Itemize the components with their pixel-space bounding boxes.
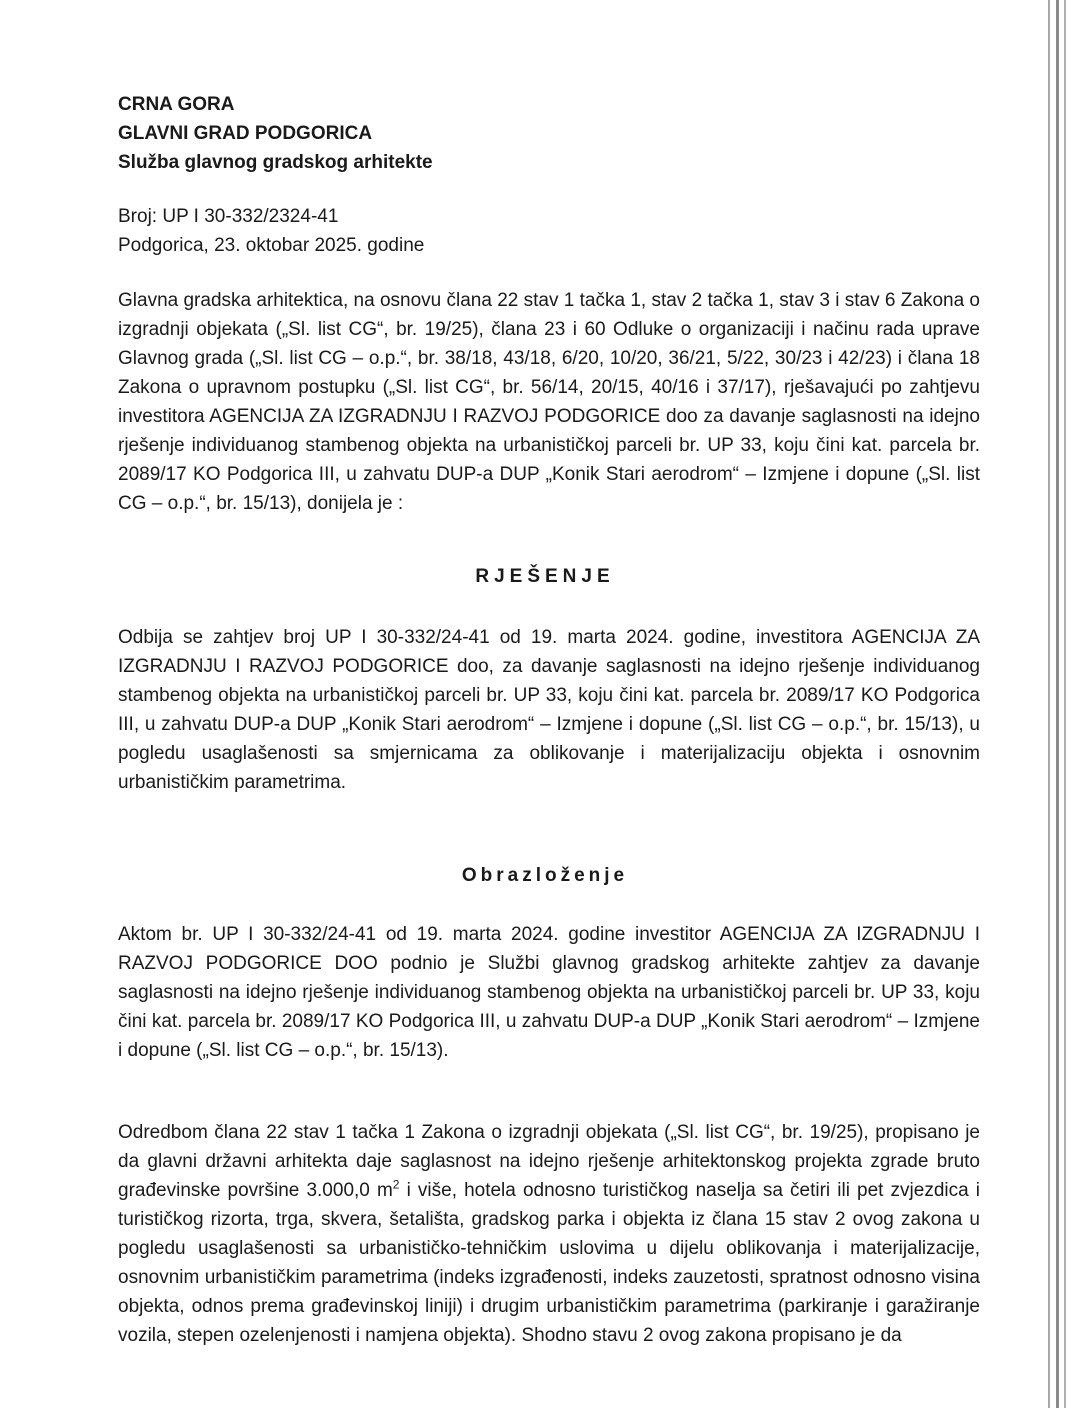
resenje-heading: RJEŠENJE [475, 566, 615, 587]
obrazlozenje-paragraph-2 [118, 1118, 980, 1350]
document-date: Podgorica, 23. oktobar 2025. godine [118, 235, 425, 256]
obrazlozenje-paragraph-1: Aktom br. UP I 30-332/24-41 od 19. marta 2024. godine investitor AGENCIJA ZA IZGRADNJU I RAZVOJ PODGORICE DOO podnio je Službi glavnog gradskog arhitekte zahtjev za davanje saglasnosti na idejno rješenje individuanog stambenog objekta na urbanističkoj parceli br. UP 33, koju čini kat. parcela br. 2089/17 KO Podgorica III, u zahvatu DUP-a DUP „Konik Stari aerodrom“ – Izmjene i dopune („Sl. list CG – o.p.“, br. 15/13). [118, 924, 980, 1061]
paragraph-text: i više, hotela odnosno turističkog naselja sa četiri ili pet zvjezdica i turističkog rizorta, trga, skvera, šetališta, gradskog parka i objekta iz člana 15 stav 2 ovog zakona u pogledu usaglašenosti sa urbanističko-tehničkim uslovima u dijelu oblikovanja i materijalizacije, osnovnim urbanističkim parametrima (indeks izgrađenosti, indeks zauzetosti, spratnost odnosno visina objekta, odnos prema građevinskoj liniji) i drugim urbanističkim parametrima (parkiranje i garažiranje vozila, stepen ozelenjenosti i namjena objekta). Shodno stavu 2 ovog zakona propisano je da [118, 1180, 980, 1346]
obrazlozenje-heading: Obrazloženje [461, 865, 629, 886]
header-office: Služba glavnog gradskog arhitekte [118, 152, 433, 173]
header-country: CRNA GORA [118, 94, 235, 115]
resenje-paragraph: Odbija se zahtjev broj UP I 30-332/24-41 od 19. marta 2024. godine, investitora AGENCIJA ZA IZGRADNJU I RAZVOJ PODGORICE doo, za davanje saglasnosti na idejno rješenje individuanog stambenog objekta na urbanističkoj parceli br. UP 33, koju čini kat. parcela br. 2089/17 KO Podgorica III, u zahvatu DUP-a DUP „Konik Stari aerodrom“ – Izmjene i dopune („Sl. list CG – o.p.“, br. 15/13), u pogledu usaglašenosti sa smjernicama za oblikovanje i materijalizaciju objekta i osnovnim urbanističkim parametrima. [118, 627, 980, 793]
scan-edge-line [1064, 0, 1066, 1408]
scan-edge-line [1056, 0, 1059, 1408]
reference-number: Broj: UP I 30-332/2324-41 [118, 206, 339, 227]
paragraph-text: Odredbom člana 22 stav 1 tačka 1 Zakona o izgradnji objekata („Sl. list CG“, br. 19/25), propisano je da glavni državni arhitekta daje saglasnost na idejno rješenje arhitektonskog projekta zgrade bruto građevinske površine 3.000,0 m [118, 1122, 980, 1201]
superscript-unit: 2 [392, 1177, 400, 1192]
document-meta [118, 202, 424, 260]
document-header [118, 90, 433, 177]
intro-paragraph: Glavna gradska arhitektica, na osnovu člana 22 stav 1 tačka 1, stav 2 tačka 1, stav 3 i stav 6 Zakona o izgradnji objekata („Sl. list CG“, br. 19/25), člana 23 i 60 Odluke o organizaciji i načinu rada uprave Glavnog grada („Sl. list CG – o.p.“, br. 38/18, 43/18, 6/20, 10/20, 36/21, 5/22, 30/23 i 42/23) i člana 18 Zakona o upravnom postupku („Sl. list CG“, br. 56/14, 20/15, 40/16 i 37/17), rješavajući po zahtjevu investitora AGENCIJA ZA IZGRADNJU I RAZVOJ PODGORICE doo za davanje saglasnosti na idejno rješenje individuanog stambenog objekta na urbanističkoj parceli br. UP 33, koju čini kat. parcela br. 2089/17 KO Podgorica III, u zahvatu DUP-a DUP „Konik Stari aerodrom“ – Izmjene i dopune („Sl. list CG – o.p.“, br. 15/13), donijela je : [118, 290, 980, 514]
header-city: GLAVNI GRAD PODGORICA [118, 123, 373, 144]
scan-edge-line [1048, 0, 1050, 1408]
